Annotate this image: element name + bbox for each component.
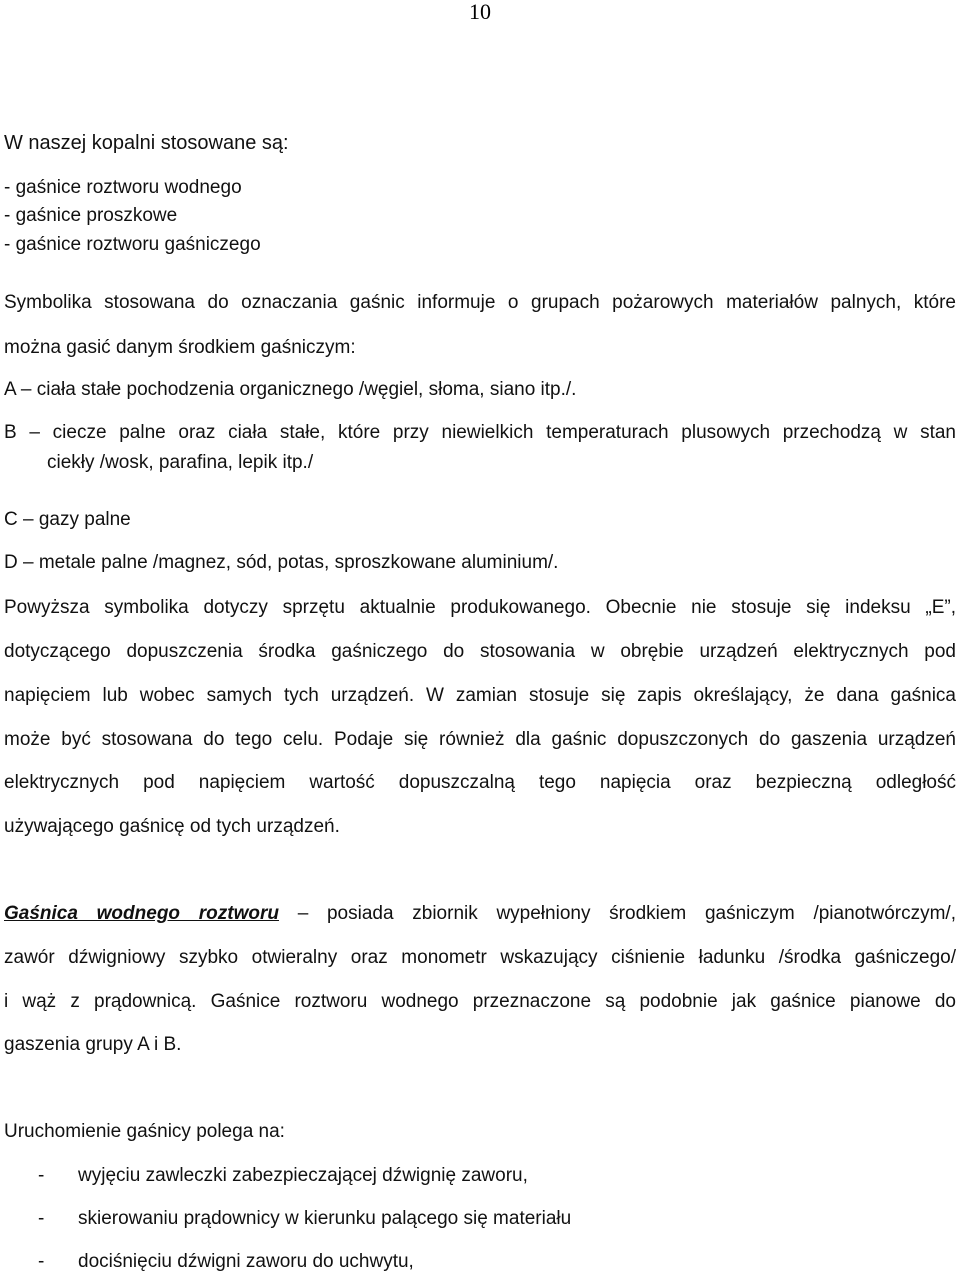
gasnica-line-1-rest: – posiada zbiornik wypełniony środkiem gaśniczym /pianotwórczym/, <box>278 903 956 924</box>
list-item: skierowaniu prądownicy w kierunku palącego się materiału <box>78 1208 572 1229</box>
paragraph-line: napięciem lub wobec samych tych urządzeń. W zamian stosuje się zapis określający, że dana gaśnica <box>4 685 956 706</box>
paragraph-line: może być stosowana do tego celu. Podaje się również dla gaśnic dopuszczonych do gaszenia urządzeń <box>4 729 956 750</box>
group-c: C – gazy palne <box>4 509 131 530</box>
paragraph-line: używającego gaśnicę od tych urządzeń. <box>4 816 340 837</box>
list-dash: - <box>38 1165 45 1186</box>
paragraph-line: elektrycznych pod napięciem wartość dopuszczalną tego napięcia oraz bezpieczną odległość <box>4 772 956 793</box>
type-item: - gaśnice roztworu gaśniczego <box>4 234 261 255</box>
group-b: B – ciecze palne oraz ciała stałe, które przy niewielkich temperaturach plusowych przechodzą w stan <box>4 422 956 443</box>
group-b-continued: ciekły /wosk, parafina, lepik itp./ <box>47 452 314 473</box>
group-a: A – ciała stałe pochodzenia organicznego /węgiel, słoma, siano itp./. <box>4 379 577 400</box>
gasnica-line: zawór dźwigniowy szybko otwieralny oraz monometr wskazujący ciśnienie ładunku /środka gaśniczego/ <box>4 947 956 968</box>
gasnica-line: gaszenia grupy A i B. <box>4 1034 182 1055</box>
paragraph-line: dotyczącego dopuszczenia środka gaśniczego do stosowania w obrębie urządzeń elektrycznych pod <box>4 641 956 662</box>
paragraph-line: Powyższa symbolika dotyczy sprzętu aktualnie produkowanego. Obecnie nie stosuje się indeksu „E”, <box>4 597 956 618</box>
uruchomienie-heading: Uruchomienie gaśnicy polega na: <box>4 1121 285 1142</box>
list-dash: - <box>38 1208 45 1229</box>
symbolika-line: Symbolika stosowana do oznaczania gaśnic informuje o grupach pożarowych materiałów palnych, które <box>4 292 956 313</box>
list-dash: - <box>38 1251 45 1272</box>
type-item: - gaśnice proszkowe <box>4 205 178 226</box>
list-item: dociśnięciu dźwigni zaworu do uchwytu, <box>78 1251 414 1272</box>
group-d: D – metale palne /magnez, sód, potas, sproszkowane aluminium/. <box>4 552 559 573</box>
symbolika-line: można gasić danym środkiem gaśniczym: <box>4 337 356 358</box>
type-item: - gaśnice roztworu wodnego <box>4 177 242 198</box>
gasnica-line: i wąż z prądownicą. Gaśnice roztworu wodnego przeznaczone są podobnie jak gaśnice pianowe do <box>4 991 956 1012</box>
page-number: 10 <box>469 0 491 24</box>
intro-line: W naszej kopalni stosowane są: <box>4 132 289 154</box>
gasnica-title: Gaśnica wodnego roztworu <box>4 903 279 924</box>
gasnica-line-1 <box>4 902 956 926</box>
list-item: wyjęciu zawleczki zabezpieczającej dźwignię zaworu, <box>78 1165 528 1186</box>
